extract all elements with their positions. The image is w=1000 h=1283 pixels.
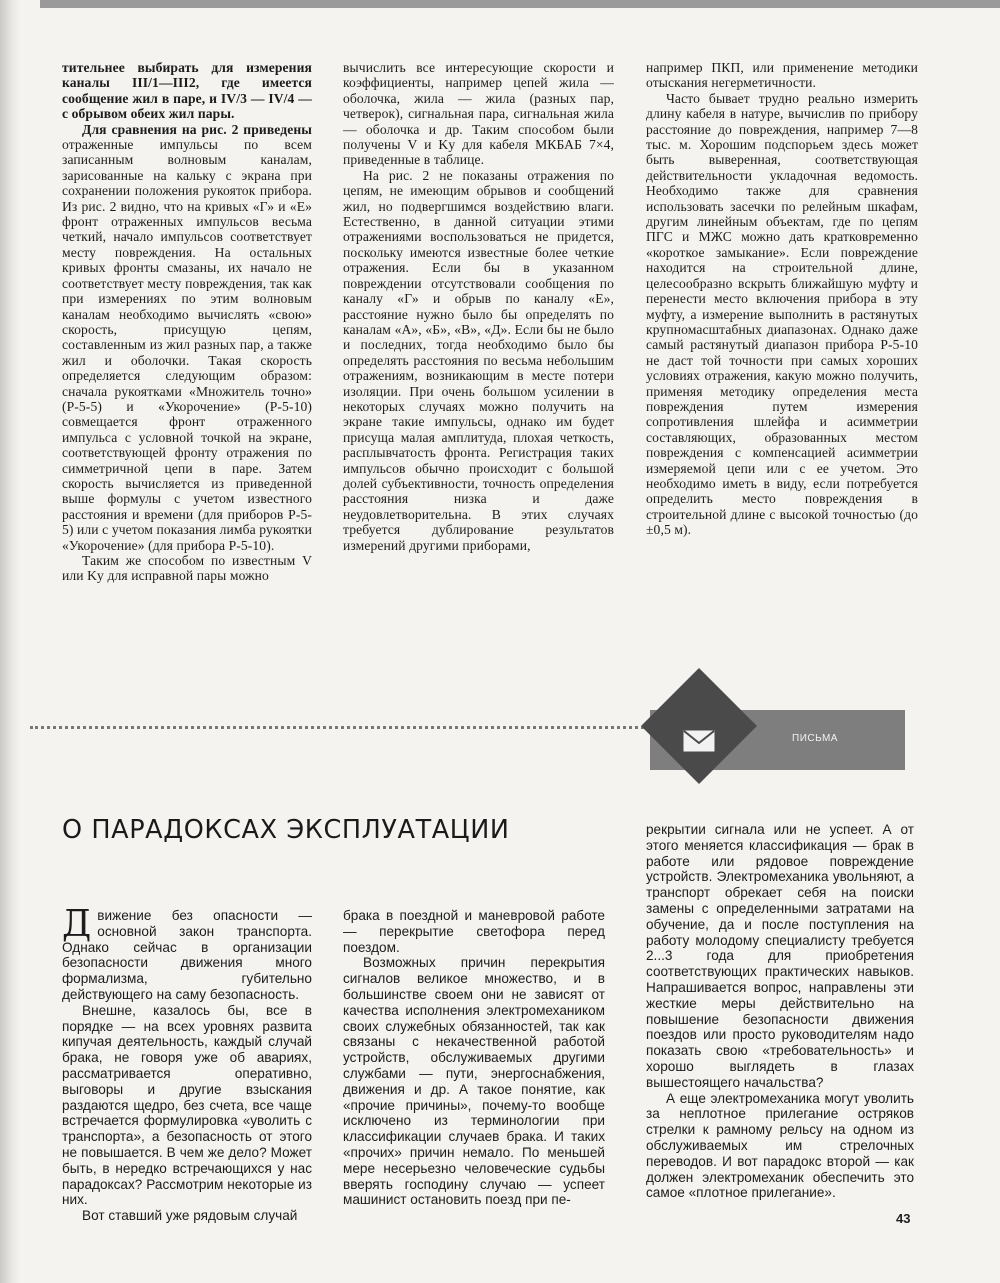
article2-column-3	[646, 822, 914, 1201]
top-rule	[40, 0, 1000, 8]
paragraph: тительнее выбирать для измерения каналы III/1—III2, где имеется сообщение жил в паре, и IV/3 — IV/4 — с обрывом обеих жил пары.	[62, 60, 312, 122]
paragraph: На рис. 2 не показаны отражения по цепям, не имеющим обрывов и сообщений жил, но подвергшимся воздействию влаги. Естественно, в данной ситуации этими отражениями воспользоваться не придется, поскольку имеются известные более четкие отражения. Если бы в указанном повреждении отсутствовали сообщения по каналу «Г» и обрыв по каналу «Е», расстояние нужно было бы определять по каналам «А», «Б», «В», «Д». Если бы не было и последних, тогда необходимо было бы определять расстояния по весьма небольшим отражениям, возникающим в месте потери изоляции. При очень большом усилении в некоторых случаях можно получить на экране такие импульсы, однако им будет присуща малая амплитуда, плохая четкость, расплывчатость фронта. Регистрация таких импульсов обычно происходит с большой долей субъективности, точность определения расстояния низка и даже неудовлетворительна. В этих случаях требуется дублирование результатов измерений другими приборами,	[343, 167, 614, 553]
scan-left-edge	[0, 0, 20, 1283]
paragraph: Вот ставший уже рядовым случай	[82, 1208, 298, 1224]
article1-column-1	[62, 60, 312, 584]
article2-column-1	[62, 904, 312, 1224]
article2-column-2	[343, 908, 605, 1208]
paragraph: А еще электромеханика могут уволить за неплотное прилегание остряков стрелки к рамному рельсу на одном из обслуживаемых им стрелочных переводов. И вот парадокс второй — как должен электромеханик обеспечить это самое «плотное прилегание».	[646, 1090, 914, 1201]
paragraph: Часто бывает трудно реально измерить длину кабеля в натуре, вычислив по прибору расстояние до повреждения, например 7—8 тыс. м. Хорошим подспорьем здесь может быть выверенная, соответствующая действительности укладочная ведомость. Необходимо также для сравнения использовать засечки по релейным шкафам, другим линейным объектам, где по цепям ПГС и МЖС можно дать кратковременно «короткое замыкание». Если повреждение находится на строительной длине, целесообразно вскрыть ближайшую муфту и перенести место включения прибора в эту муфту, а измерение выполнить в растянутых крупномасштабных диапазонах. Однако даже самый растянутый диапазон прибора Р-5-10 не даст той точности при самых хороших условиях отражения, какую можно получить, применяя методику определения места повреждения путем измерения сопротивления шлейфа и асимметрии составляющих, образованных местом повреждения с компенсацией асимметрии измеряемой цепи или с ее учетом. Это необходимо иметь в виду, если потребуется определить место повреждения в строительной длине с высокой точностью (до ±0,5 м).	[646, 90, 918, 538]
rubric-label: ПИСЬМА	[792, 733, 838, 744]
paragraph: Возможных причин перекрытия сигналов великое множество, и в большинстве своем они не зависят от качества исполнения электромехаником своих служебных обязанностей, так как связаны с некачественной работой устройств, обслуживаемых другими службами — пути, энергоснабжения, движения и др. А такое понятие, как «прочие причины», почему-то вообще исключено из терминологии при классификации случаев брака. И таких «прочих» причин немало. По меньшей мере несерьезно человеческие судьбы вверять господину случаю — успеет машинист остановить поезд при пе-	[343, 955, 605, 1208]
paragraph: вычислить все интересующие скорости и коэффициенты, например цепей жила — оболочка, жила — жила (разных пар, четверок), сигнальная пара, сигнальная жила — оболочка и др. Таким способом были получены V и Kу для кабеля МКБАБ 7×4, приведенные в таблице.	[343, 60, 614, 168]
drop-cap: Д	[62, 904, 92, 945]
section-divider	[30, 726, 650, 729]
paragraph: Для сравнения на рис. 2 приведены отраженные импульсы по всем записанным волновым каналам, зарисованные на кальку с экрана при сохранении положения рукояток прибора. Из рис. 2 видно, что на кривых «Г» и «Е» фронт отраженных импульсов весьма четкий, начало импульсов соответствует месту повреждения. На остальных кривых фронты смазаны, их начало не соответствует месту повреждения, так как при измерениях по этим волновым каналам необходимо вычислять «свою» скорость, присущую цепям, составленным из жил разных пар, а также жил и оболочки. Такая скорость определяется следующим образом: сначала рукоятками «Множитель точно» (Р-5-5) и «Укорочение» (Р-5-10) совмещается фронт отраженного импульса с условной точкой на экране, соответствующей фронту отражения по симметричной цепи в паре. Затем скорость вычисляется из приведенной выше формулы с учетом известного расстояния и времени (для приборов Р-5-5) или с учетом показания лимба рукоятки «Укорочение» (для прибора Р-5-10).	[62, 121, 312, 553]
article1-column-3	[646, 60, 918, 538]
paragraph: например ПКП, или применение методики отыскания негерметичности.	[646, 60, 918, 91]
paragraph: Внешне, казалось бы, все в порядке — на всех уровнях развита кипучая деятельность, каждый случай брака, не говоря уже об авариях, рассматривается оперативно, выговоры и другие взыскания раздаются щедро, без счета, все чаще встречается формулировка «уволить с транспорта», а безопасность от этого не повышается. В чем же дело? Может быть, в нередко встречающихся у нас парадоксах? Рассмотрим некоторые из них.	[62, 1002, 312, 1208]
paragraph: Таким же способом по известным V или Kу для исправной пары можно	[62, 553, 312, 584]
paragraph: брака в поездной и маневровой работе — перекрытие светофора перед поездом.	[343, 908, 605, 955]
paragraph: рекрытии сигнала или не успеет. А от этого меняется классификация — брак в работе или рядовое повреждение устройств. Электромеханика увольняют, а транспорт обрекает себя на поиски замены с определенными затратами на обучение, да и после поступления на работу молодому специалисту требуется 2...3 года для приобретения соответствующих практических навыков. Напрашивается вопрос, направлены эти жесткие меры действительно на повышение безопасности движения поездов или просто руководителям надо показать свою «требовательность» и хорошо выглядеть в глазах вышестоящего начальства?	[646, 822, 914, 1090]
envelope-icon	[683, 730, 715, 752]
lead-in: Для сравнения на рис. 2 приведены	[82, 121, 312, 137]
article1-column-2	[343, 60, 614, 553]
paragraph	[62, 904, 312, 1003]
article-title: О ПАРАДОКСАХ ЭКСПЛУАТАЦИИ	[62, 815, 510, 845]
page-number: 43	[896, 1211, 911, 1226]
paragraph-text: вижение без опасности — основной закон транспорта. Однако сейчас в организации безопасности движения много формализма, губительно действующего на саму безопасность.	[62, 908, 312, 1002]
